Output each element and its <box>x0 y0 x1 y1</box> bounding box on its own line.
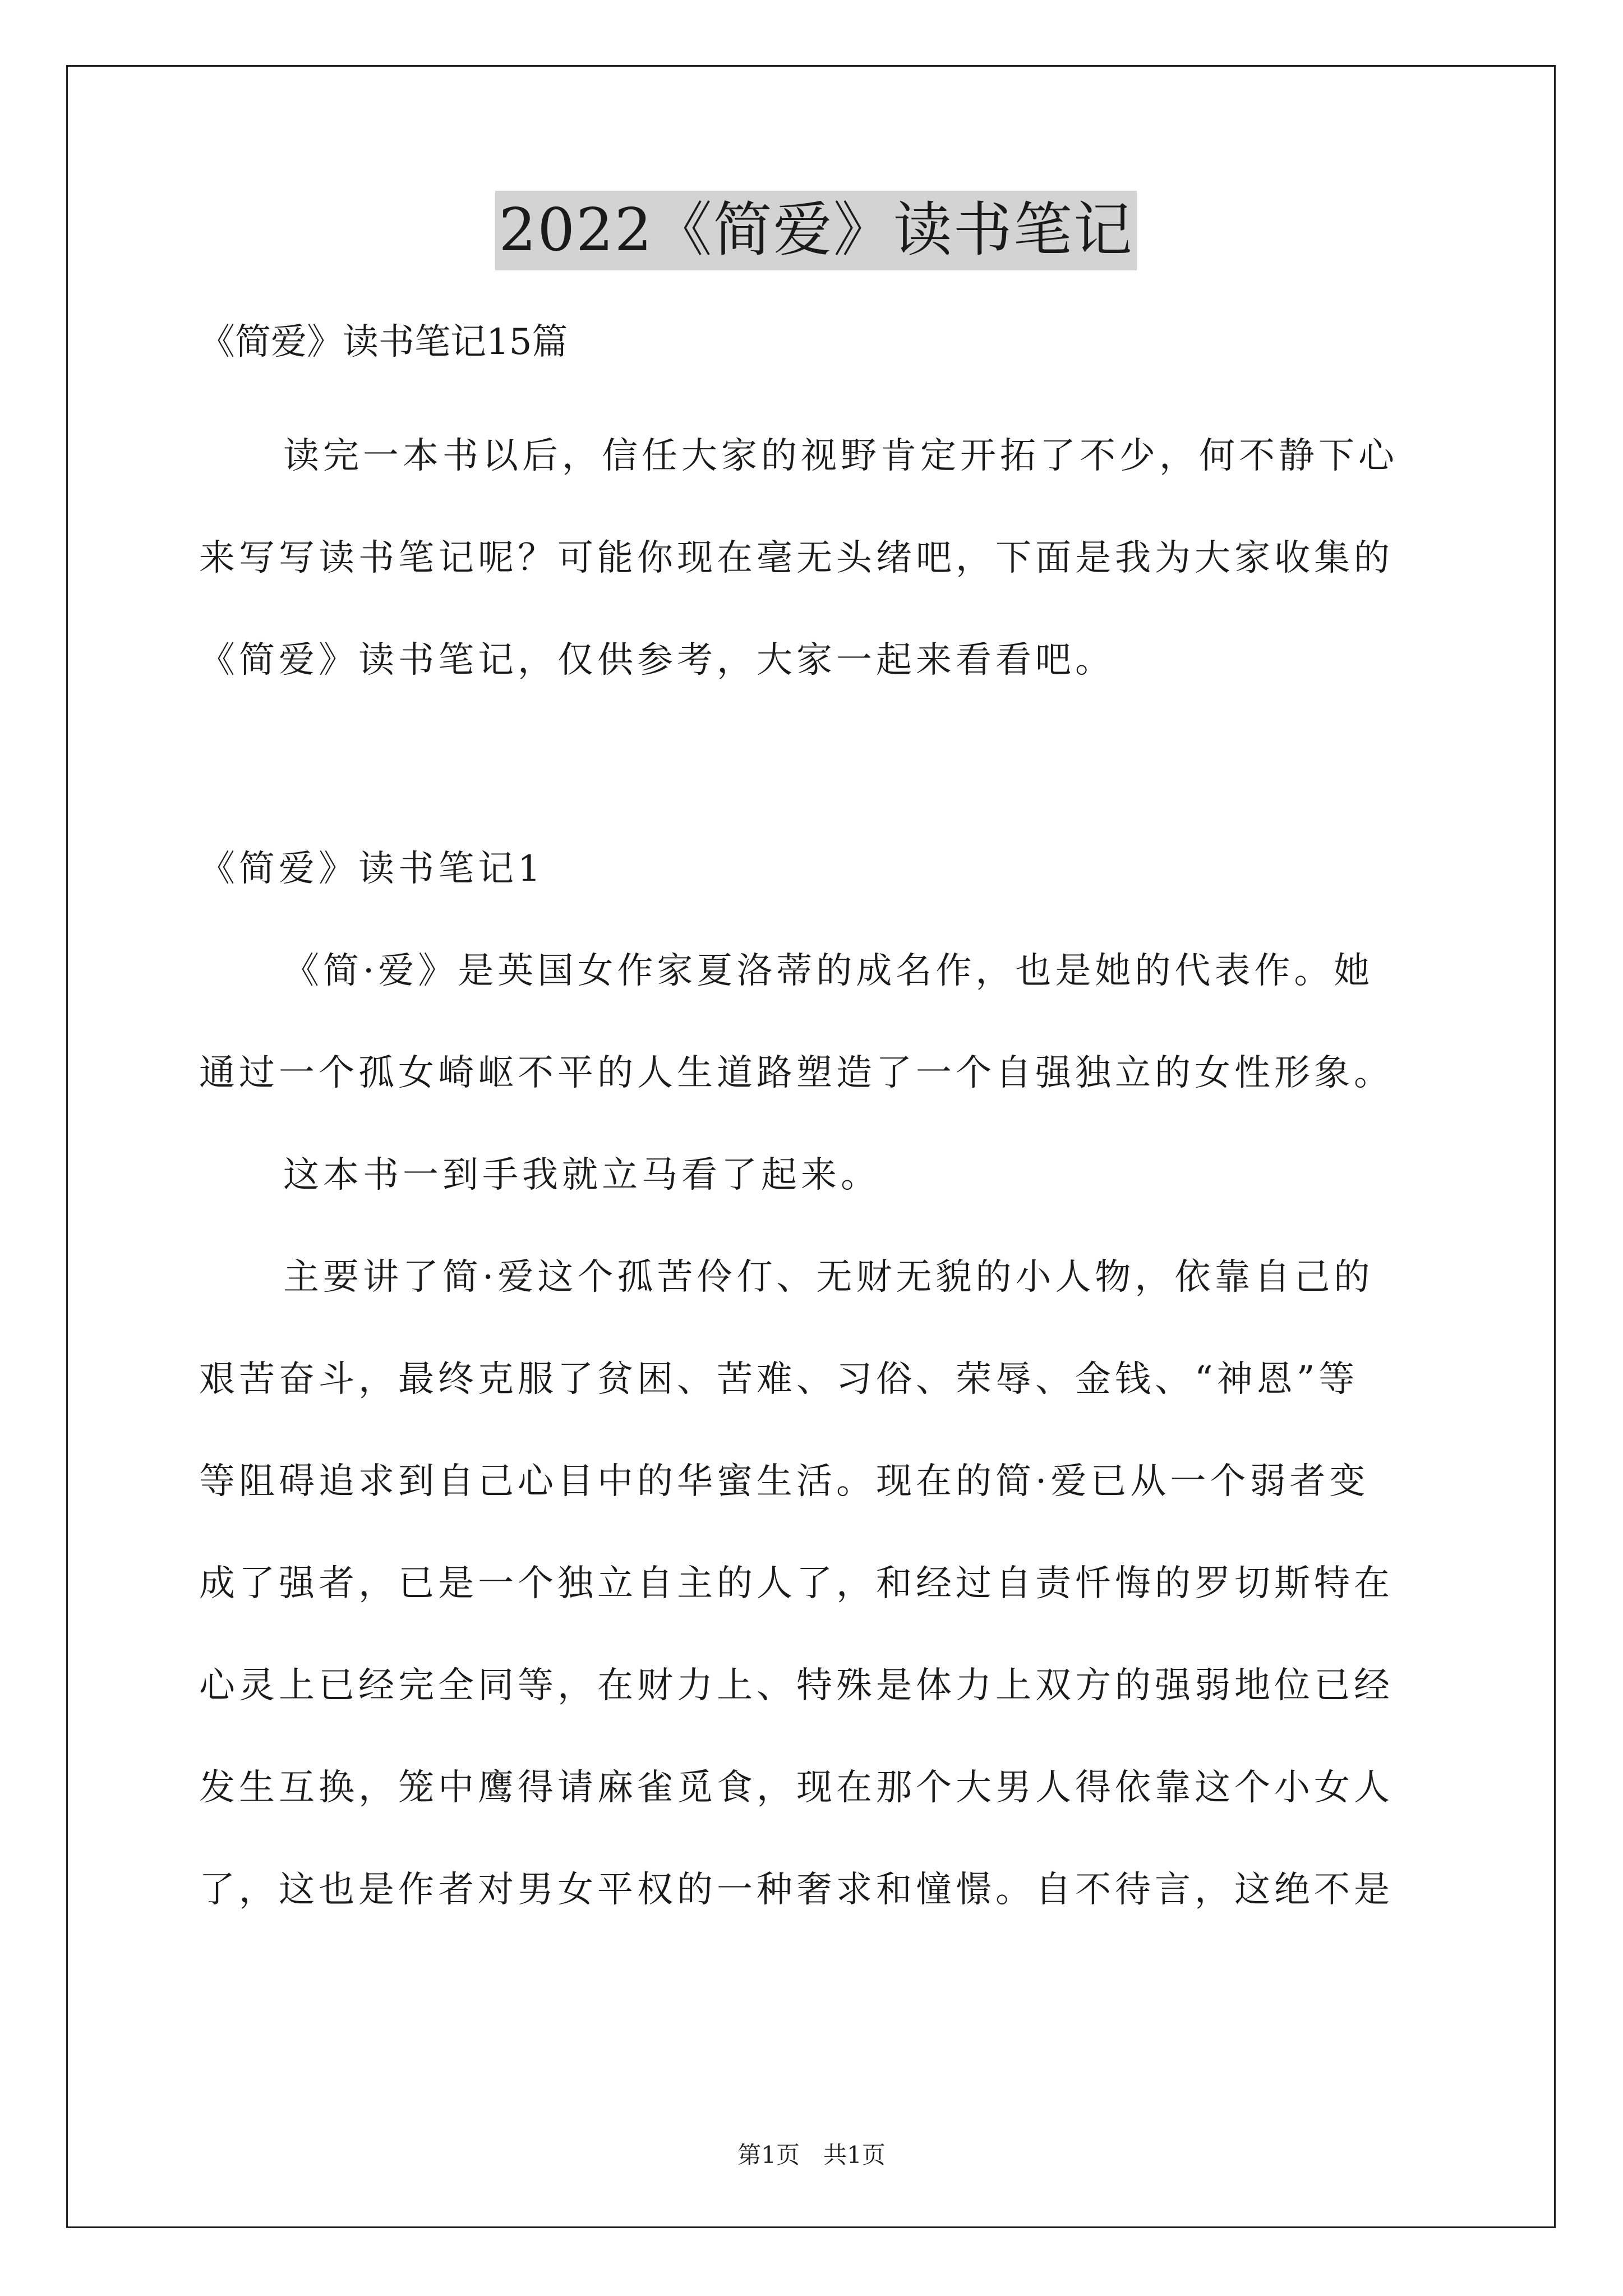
intro-paragraph <box>199 405 1433 711</box>
paragraph-line: 发生互换，笼中鹰得请麻雀觅食，现在那个大男人得依靠这个小女人 <box>199 1767 1394 1809</box>
paragraph-line: 读完一本书以后，信任大家的视野肯定开拓了不少，何不静下心 <box>283 435 1398 477</box>
page-footer: 第1页 共1页 <box>737 2141 886 2169</box>
document-body <box>199 191 1433 1941</box>
paragraph-line: 主要讲了简·爱这个孤苦伶仃、无财无貌的小人物，依靠自己的 <box>283 1257 1374 1298</box>
paragraph-line: 了，这也是作者对男女平权的一种奢求和憧憬。自不待言，这绝不是 <box>199 1869 1394 1911</box>
spacer <box>199 711 1433 818</box>
paragraph-line: 《简·爱》是英国女作家夏洛蒂的成名作，也是她的代表作。她 <box>283 950 1374 992</box>
section1-paragraph-2 <box>199 1124 1433 1226</box>
paragraph-line: 心灵上已经完全同等，在财力上、特殊是体力上双方的强弱地位已经 <box>199 1665 1394 1706</box>
section1-paragraph-1 <box>199 920 1433 1124</box>
paragraph-line: 成了强者，已是一个独立自主的人了，和经过自责忏悔的罗切斯特在 <box>199 1563 1394 1604</box>
paragraph-line: 艰苦奋斗，最终克服了贫困、苦难、习俗、荣辱、金钱、“神恩”等 <box>199 1359 1359 1400</box>
section1-paragraph-3 <box>199 1226 1433 1941</box>
document-title: 2022《简爱》读书笔记 <box>495 191 1136 270</box>
paragraph-line: 通过一个孤女崎岖不平的人生道路塑造了一个自强独立的女性形象。 <box>199 1052 1394 1094</box>
section-heading: 《简爱》读书笔记1 <box>199 848 545 890</box>
title-wrap <box>199 191 1433 280</box>
paragraph-line: 来写写读书笔记呢？可能你现在毫无头绪吧，下面是我为大家收集的 <box>199 537 1394 579</box>
paragraph-line: 这本书一到手我就立马看了起来。 <box>283 1154 880 1196</box>
document-subtitle: 《简爱》读书笔记15篇 <box>199 321 568 363</box>
paragraph-line: 《简爱》读书笔记，仅供参考，大家一起来看看吧。 <box>199 639 1115 681</box>
spacer <box>199 370 1433 405</box>
paragraph-line: 等阻碍追求到自己心目中的华蜜生活。现在的简·爱已从一个弱者变 <box>199 1461 1370 1502</box>
